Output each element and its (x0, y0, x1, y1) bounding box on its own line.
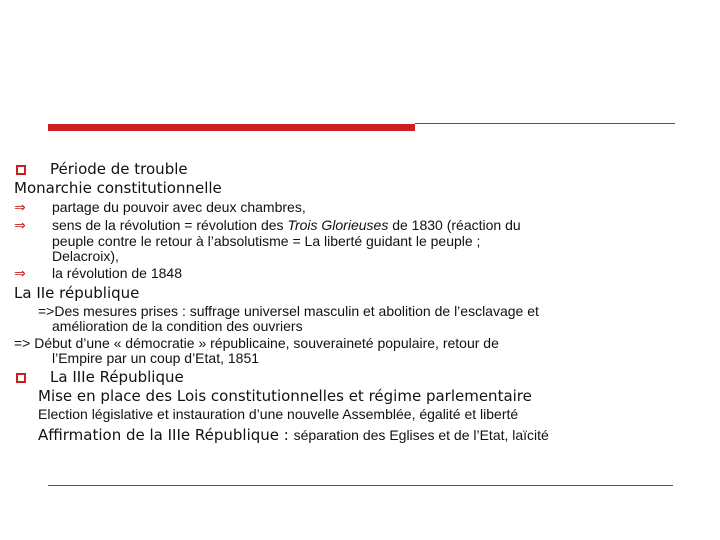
top-red-bar (48, 124, 415, 131)
implies-arrow-icon: ⇒ (14, 266, 26, 282)
arrow-item-partage: ⇒ partage du pouvoir avec deux chambres, (14, 199, 306, 216)
arrow-item-sens-cont1: peuple contre le retour à l’absolutisme = La liberté guidant le peuple ; (52, 233, 481, 249)
arrow-item-1848: ⇒ la révolution de 1848 (14, 265, 182, 282)
bullet-troisieme-republique: La IIIe République (14, 368, 714, 387)
text-debut-line2: l’Empire par un coup d’Etat, 1851 (52, 350, 260, 366)
square-bullet-icon (16, 373, 26, 383)
implies-arrow-icon: ⇒ (14, 200, 26, 216)
top-red-line (415, 123, 675, 124)
affirmation-label: Affirmation de la IIIe République : (38, 426, 294, 444)
bottom-red-line (48, 485, 673, 486)
text-mesures-line1: =>Des mesures prises : suffrage universel masculin et abolition de l’esclavage et (38, 303, 539, 319)
text-affirmation: Affirmation de la IIIe République : séparation des Eglises et de l’Etat, laïcité (38, 426, 549, 444)
text-mise-en-place: Mise en place des Lois constitutionnelles et régime parlementaire (38, 387, 532, 405)
text-mesures-line2: amélioration de la condition des ouvriers (52, 318, 303, 334)
slide-content (14, 160, 714, 445)
arrow-item-sens: ⇒ sens de la révolution = révolution des Trois Glorieuses de 1830 (réaction du (14, 217, 521, 234)
bullet-periode-trouble: Période de trouble (14, 160, 714, 179)
heading-monarchie: Monarchie constitutionnelle (14, 179, 222, 197)
text-debut-line1: => Début d’une « démocratie » républicaine, souveraineté populaire, retour de (14, 335, 499, 351)
square-bullet-icon (16, 165, 26, 175)
arrow-item-sens-cont2: Delacroix), (52, 248, 119, 264)
heading-deuxieme-republique: La IIe république (14, 284, 140, 302)
implies-arrow-icon: ⇒ (14, 218, 26, 234)
text-election: Election législative et instauration d’une nouvelle Assemblée, égalité et liberté (38, 406, 519, 422)
